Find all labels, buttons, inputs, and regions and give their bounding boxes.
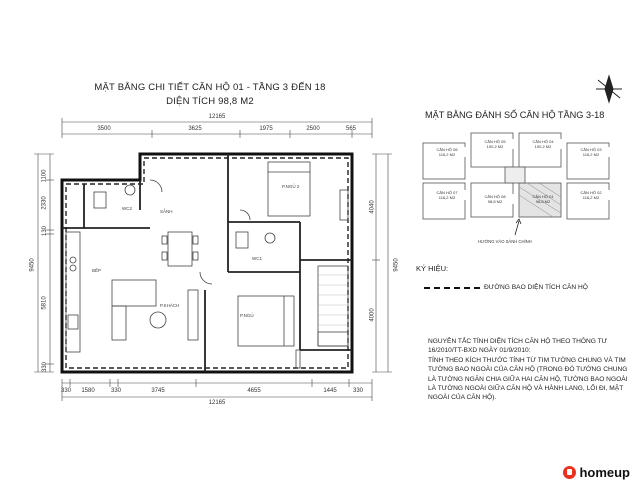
floor-plan: [0, 110, 420, 415]
top-dim-2: 3625: [188, 126, 202, 132]
bottom-dim-4: 3745: [151, 388, 165, 394]
left-dim-5: 330: [42, 361, 49, 373]
entrance-label: HƯỚNG VÀO SẢNH CHÍNH: [478, 239, 532, 244]
area-calculation-note: NGUYÊN TẮC TÍNH DIỆN TÍCH CĂN HỘ THEO THÔNG TƯ 16/2010/TT-BXD NGÀY 01/9/2010: TÍNH THEO KÍCH THƯỚC TÍNH TỪ TIM TƯỜNG CHUNG VÀ TIM TƯỜNG BAO NGOÀI CỦA CĂN HỘ (TRONG ĐÓ TƯỜNG CHUNG LÀ TƯỜNG NGĂN CHIA GIỮA HAI CĂN HỘ, TƯỜNG BAO NGOÀI LÀ TƯỜNG NGOÀI GIỮA CĂN HỘ VÀ HÀNH LANG, LỐI ĐI, MẶT NGOÀI CỦA CĂN HỘ).: [428, 338, 628, 402]
left-total-dim: 9450: [29, 258, 36, 272]
room-wc1: WC1: [252, 256, 262, 261]
bottom-dim-6: 1445: [323, 388, 337, 394]
top-dim-1: 3500: [97, 126, 111, 132]
room-kitchen: BẾP: [92, 268, 102, 273]
key-apt-08: CĂN HỘ 08 98,8 M2: [475, 194, 515, 204]
top-dim-4: 2500: [306, 126, 320, 132]
key-apt-06: CĂN HỘ 06 116,2 M2: [427, 147, 467, 157]
key-apt-04: CĂN HỘ 04 100,2 M2: [523, 139, 563, 149]
top-total-dim: 12165: [208, 114, 226, 120]
room-lobby: SẢNH: [160, 209, 173, 214]
key-apt-01: CĂN HỘ 01 98,8 M2: [532, 194, 554, 204]
bottom-dim-3: 330: [110, 388, 122, 394]
house-icon: [563, 466, 576, 479]
bottom-total-dim: 12165: [208, 400, 226, 406]
key-plan: [415, 125, 620, 250]
right-dim-2: 4000: [369, 308, 376, 322]
legend-title: KÝ HIỆU:: [416, 264, 449, 273]
legend-boundary-label: ĐƯỜNG BAO DIỆN TÍCH CĂN HỘ: [484, 284, 588, 291]
bottom-dim-7: 330: [352, 388, 364, 394]
room-living: P.KHÁCH: [160, 303, 180, 308]
left-dim-2: 2330: [41, 196, 48, 210]
plan-area: DIỆN TÍCH 98,8 M2: [166, 96, 254, 107]
left-dim-4: 5810: [41, 296, 48, 310]
key-apt-02: CĂN HỘ 02 116,2 M2: [571, 190, 611, 200]
plan-title: MẶT BẰNG CHI TIẾT CĂN HỘ 01 - TẦNG 3 ĐẾN 18: [94, 82, 326, 93]
top-dim-5: 565: [345, 126, 357, 132]
right-dim-1: 4040: [369, 200, 376, 214]
key-plan-title: MẶT BẰNG ĐÁNH SỐ CĂN HỘ TẦNG 3-18: [425, 110, 605, 120]
bottom-dim-2: 1580: [81, 388, 95, 394]
left-dim-3: 130: [42, 225, 49, 237]
left-dim-1: 1100: [41, 169, 48, 183]
key-apt-07: CĂN HỘ 07 116,2 M2: [427, 190, 467, 200]
room-bedroom-1: P.NGỦ: [240, 313, 254, 318]
compass-icon: [592, 72, 626, 106]
bottom-dim-5: 4655: [247, 388, 261, 394]
room-bedroom-2: P.NGỦ 2: [282, 184, 300, 189]
room-wc2: WC2: [122, 206, 132, 211]
right-total-dim: 9450: [393, 258, 400, 272]
top-dim-3: 1975: [259, 126, 273, 132]
key-apt-03: CĂN HỘ 03 116,2 M2: [571, 147, 611, 157]
brand-logo: homeup: [563, 465, 630, 480]
bottom-dim-1: 330: [60, 388, 72, 394]
key-apt-05: CĂN HỘ 05 100,2 M2: [475, 139, 515, 149]
dashed-boundary-icon: [424, 285, 480, 291]
